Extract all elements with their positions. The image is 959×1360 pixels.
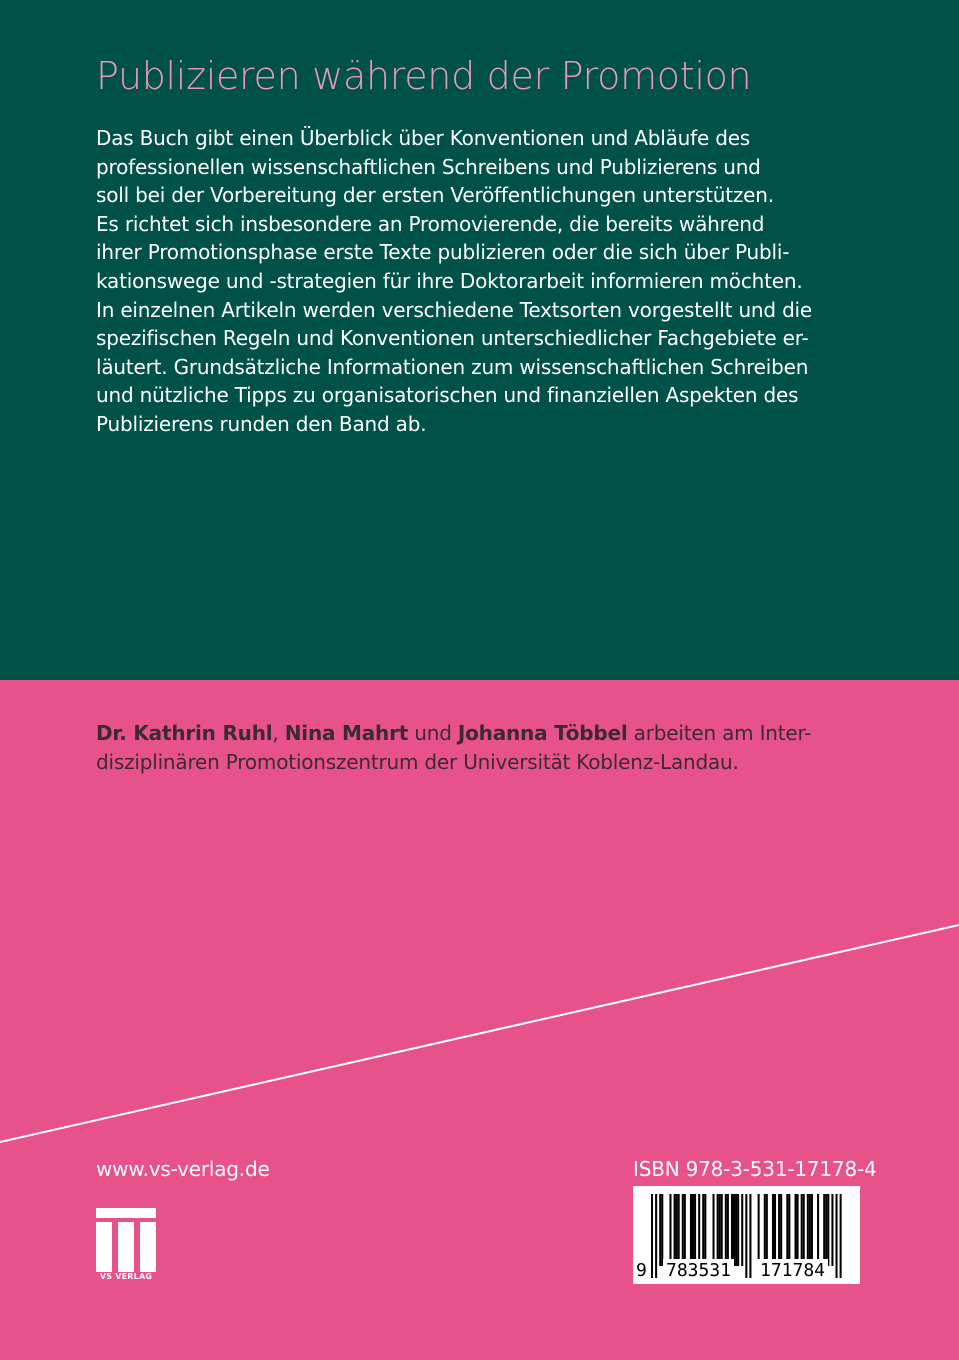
logo-column (140, 1222, 156, 1272)
blurb-line: Es richtet sich insbesondere an Promovierende, die bereits während (96, 211, 765, 236)
barcode-bar (811, 1194, 813, 1266)
barcode-digit-lead: 9 (636, 1260, 647, 1281)
barcode-bar (737, 1194, 739, 1266)
barcode-bar (741, 1194, 743, 1266)
barcode-bar (713, 1194, 715, 1266)
author-name: Johanna Többel (457, 721, 628, 745)
barcode-bar (727, 1194, 729, 1266)
barcode-bar (797, 1194, 799, 1266)
barcode-bar (735, 1194, 737, 1266)
blurb-line: Publizierens runden den Band ab. (96, 411, 427, 436)
author-affiliation-end: disziplinären Promotionszentrum der Universität Koblenz-Landau. (96, 749, 739, 774)
separator: , (272, 721, 285, 745)
barcode-bar (764, 1194, 766, 1266)
barcode-bar (780, 1194, 782, 1266)
barcode-bar (684, 1194, 686, 1266)
barcode-bar (731, 1194, 733, 1266)
barcode-bar (803, 1194, 805, 1266)
barcode-bar (809, 1194, 811, 1266)
blurb-line: professionellen wissenschaftlichen Schreibens und Publizierens und (96, 154, 761, 179)
barcode-bar (698, 1194, 700, 1266)
author-affiliation-start: arbeiten am Inter- (627, 721, 812, 745)
logo-column (118, 1222, 134, 1272)
barcode-bar (801, 1194, 803, 1266)
barcode-digit-group: 171784 (757, 1259, 828, 1283)
barcode-bar (682, 1194, 684, 1266)
barcode-bar (807, 1194, 809, 1266)
barcode-bar (788, 1194, 790, 1266)
blurb-line: läutert. Grundsätzliche Informationen zum wissenschaftlichen Schreiben (96, 354, 809, 379)
barcode-bar (778, 1194, 780, 1266)
barcode-bar (733, 1194, 735, 1266)
blurb-line: Das Buch gibt einen Überblick über Konventionen und Abläufe des (96, 126, 751, 150)
barcode-digits (633, 1259, 860, 1283)
barcode-bar (719, 1194, 721, 1266)
barcode-bar (659, 1194, 661, 1266)
barcode-bar (725, 1194, 727, 1266)
barcode-bar (661, 1194, 663, 1266)
barcode-bar (823, 1194, 825, 1266)
barcode-bar (676, 1194, 678, 1266)
barcode-bar (766, 1194, 768, 1266)
diagonal-line (0, 925, 959, 1142)
blurb-line: kationswege und -strategien für ihre Doktorarbeit informieren möchten. (96, 268, 803, 293)
blurb-line: und nützliche Tipps zu organisatorischen und finanziellen Aspekten des (96, 383, 799, 408)
barcode-bar (786, 1194, 788, 1266)
barcode-bar (825, 1194, 827, 1266)
blurb-line: soll bei der Vorbereitung der ersten Veröffentlichungen unterstützen. (96, 183, 774, 208)
author-name: Dr. Kathrin Ruhl (96, 721, 273, 745)
barcode-bar (702, 1194, 704, 1266)
barcode-bar (694, 1194, 696, 1266)
barcode-bar (758, 1194, 760, 1266)
barcode-bar (795, 1194, 797, 1266)
author-name: Nina Mahrt (284, 721, 409, 745)
barcode-bar (690, 1194, 692, 1266)
barcode-bar (674, 1194, 676, 1266)
barcode-bar (721, 1194, 723, 1266)
barcode-digit-group: 783531 (663, 1259, 734, 1283)
barcode-bar (817, 1194, 819, 1266)
book-blurb (96, 124, 896, 439)
blurb-line: ihrer Promotionsphase erste Texte publizieren oder die sich über Publi- (96, 240, 790, 265)
barcode-bar (772, 1194, 774, 1266)
barcode-bar (692, 1194, 694, 1266)
barcode-bar (717, 1194, 719, 1266)
barcode-bar (774, 1194, 776, 1266)
publisher-url: www.vs-verlag.de (96, 1157, 270, 1181)
blurb-line: In einzelnen Artikeln werden verschiedene Textsorten vorgestellt und die (96, 297, 813, 322)
publisher-logo-text: VS VERLAG (99, 1272, 153, 1281)
barcode-bar (669, 1194, 671, 1266)
book-title: Publizieren während der Promotion (96, 54, 752, 98)
isbn-number: ISBN 978-3-531-17178-4 (633, 1157, 877, 1181)
barcode-bar (831, 1194, 833, 1266)
separator: und (408, 721, 458, 745)
logo-top-bar (96, 1208, 156, 1218)
barcode-bar (678, 1194, 680, 1266)
logo-column (96, 1222, 112, 1272)
blurb-line: spezifischen Regeln und Konventionen unterschiedlicher Fachgebiete er- (96, 326, 809, 351)
barcode-bar (704, 1194, 706, 1266)
barcode-bar (827, 1194, 829, 1266)
